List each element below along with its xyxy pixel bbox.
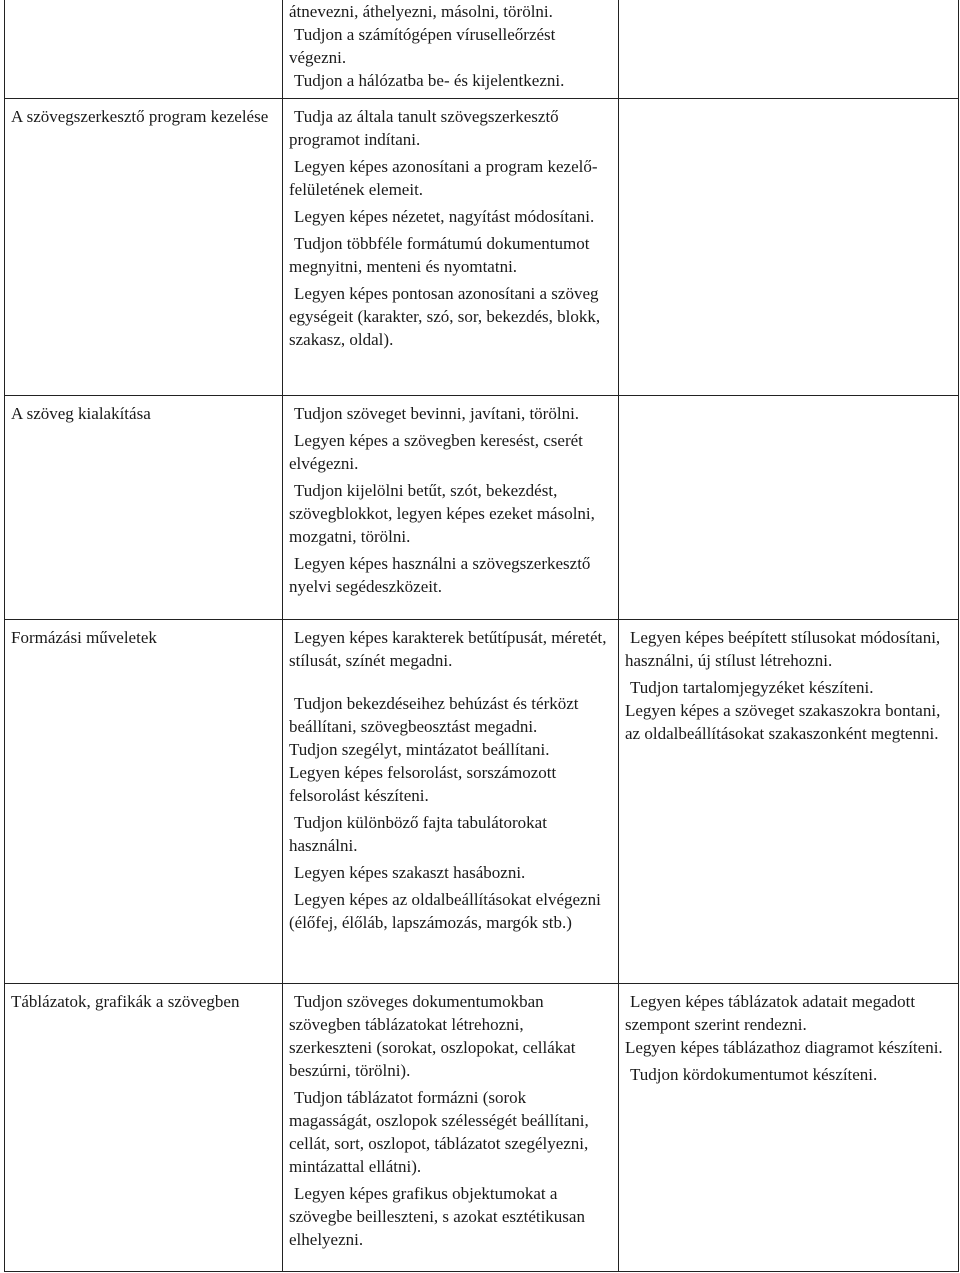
topic-cell: [5, 98, 283, 395]
requirements-cell: [283, 983, 619, 1271]
curriculum-table: [4, 0, 959, 1272]
requirement-item: Tudjon a számítógépen víruselleőrzést végezni.: [289, 25, 556, 67]
requirements-cell: [283, 395, 619, 619]
topic-label: A szövegszerkesztő program kezelése: [11, 106, 269, 126]
table-row: [5, 0, 959, 98]
requirement-item: Tudjon táblázatot formázni (sorok magasságát, oszlopok szélességét beállítani, cellát, sort, oszlopot, táblázatot szegélyezni, mintázattal ellátni).: [289, 1087, 589, 1176]
requirement-item: átnevezni, áthelyezni, másolni, törölni.: [289, 2, 553, 21]
topic-cell: [5, 395, 283, 619]
requirement-item: Tudjon bekezdéseihez behúzást és térközt beállítani, szövegbeosztást megadni.: [289, 693, 579, 736]
topic-label: A szöveg kialakítása: [11, 403, 151, 423]
advanced-item: Tudjon tartalomjegyzéket készíteni.: [630, 677, 874, 697]
topic-label: Formázási műveletek: [11, 627, 157, 647]
requirement-item: Legyen képes felsorolást, sorszámozott felsorolást készíteni.: [289, 762, 557, 805]
requirement-item: Tudjon különböző fajta tabulátorokat használni.: [289, 812, 547, 855]
advanced-item: Legyen képes táblázatok adatait megadott szempont szerint rendezni.: [625, 991, 916, 1034]
requirements-cell: [283, 0, 619, 98]
advanced-cell: [619, 619, 959, 983]
advanced-item: Legyen képes beépített stílusokat módosítani, használni, új stílust létrehozni.: [625, 627, 941, 670]
advanced-cell: [619, 395, 959, 619]
requirement-item: Tudjon szöveges dokumentumokban szövegben táblázatokat létrehozni, szerkeszteni (sorokat, oszlopokat, cellákat beszúrni, törölni).: [289, 991, 576, 1080]
advanced-item: Legyen képes táblázathoz diagramot készíteni.: [625, 1037, 943, 1057]
requirement-item: Tudjon szöveget bevinni, javítani, törölni.: [294, 403, 580, 423]
topic-cell: [5, 619, 283, 983]
requirements-cell: [283, 98, 619, 395]
requirements-cell: [283, 619, 619, 983]
requirement-item: Tudjon szegélyt, mintázatot beállítani.: [289, 739, 550, 759]
advanced-item: Tudjon kördokumentumot készíteni.: [630, 1064, 878, 1084]
requirement-item: Legyen képes nézetet, nagyítást módosítani.: [294, 206, 595, 226]
requirement-item: Legyen képes az oldalbeállításokat elvégezni (élőfej, élőláb, lapszámozás, margók stb.): [289, 889, 601, 932]
requirement-item: Legyen képes a szövegben keresést, cserét elvégezni.: [289, 430, 583, 473]
advanced-item: Legyen képes a szöveget szakaszokra bontani, az oldalbeállításokat szakaszonként megtenni.: [625, 700, 941, 743]
requirement-item: Tudjon a hálózatba be- és kijelentkezni.: [294, 71, 565, 90]
advanced-cell: [619, 983, 959, 1271]
requirement-item: Legyen képes használni a szövegszerkesztő nyelvi segédeszközeit.: [289, 553, 591, 596]
advanced-cell: [619, 98, 959, 395]
table-row: [5, 98, 959, 395]
requirement-item: Legyen képes pontosan azonosítani a szöveg egységeit (karakter, szó, sor, bekezdés, blokk, szakasz, oldal).: [289, 283, 601, 349]
requirement-item: Tudja az általa tanult szövegszerkesztő programot indítani.: [289, 106, 559, 149]
requirement-item: Legyen képes karakterek betűtípusát, méretét, stílusát, színét megadni.: [289, 627, 607, 670]
requirement-item: Legyen képes szakaszt hasábozni.: [294, 862, 526, 882]
advanced-cell: [619, 0, 959, 98]
table-row: [5, 983, 959, 1271]
requirement-item: Tudjon többféle formátumú dokumentumot megnyitni, menteni és nyomtatni.: [289, 233, 590, 276]
topic-label: Táblázatok, grafikák a szövegben: [11, 991, 240, 1011]
requirement-item: Legyen képes grafikus objektumokat a szövegbe beilleszteni, s azokat esztétikusan elhelyezni.: [289, 1183, 585, 1249]
table-row: [5, 395, 959, 619]
requirement-item: Tudjon kijelölni betűt, szót, bekezdést, szövegblokkot, legyen képes ezeket másolni, mozgatni, törölni.: [289, 480, 595, 546]
topic-cell: [5, 0, 283, 98]
requirement-item: Legyen képes azonosítani a program kezelő-felületének elemeit.: [289, 156, 598, 199]
table-row: [5, 619, 959, 983]
topic-cell: [5, 983, 283, 1271]
